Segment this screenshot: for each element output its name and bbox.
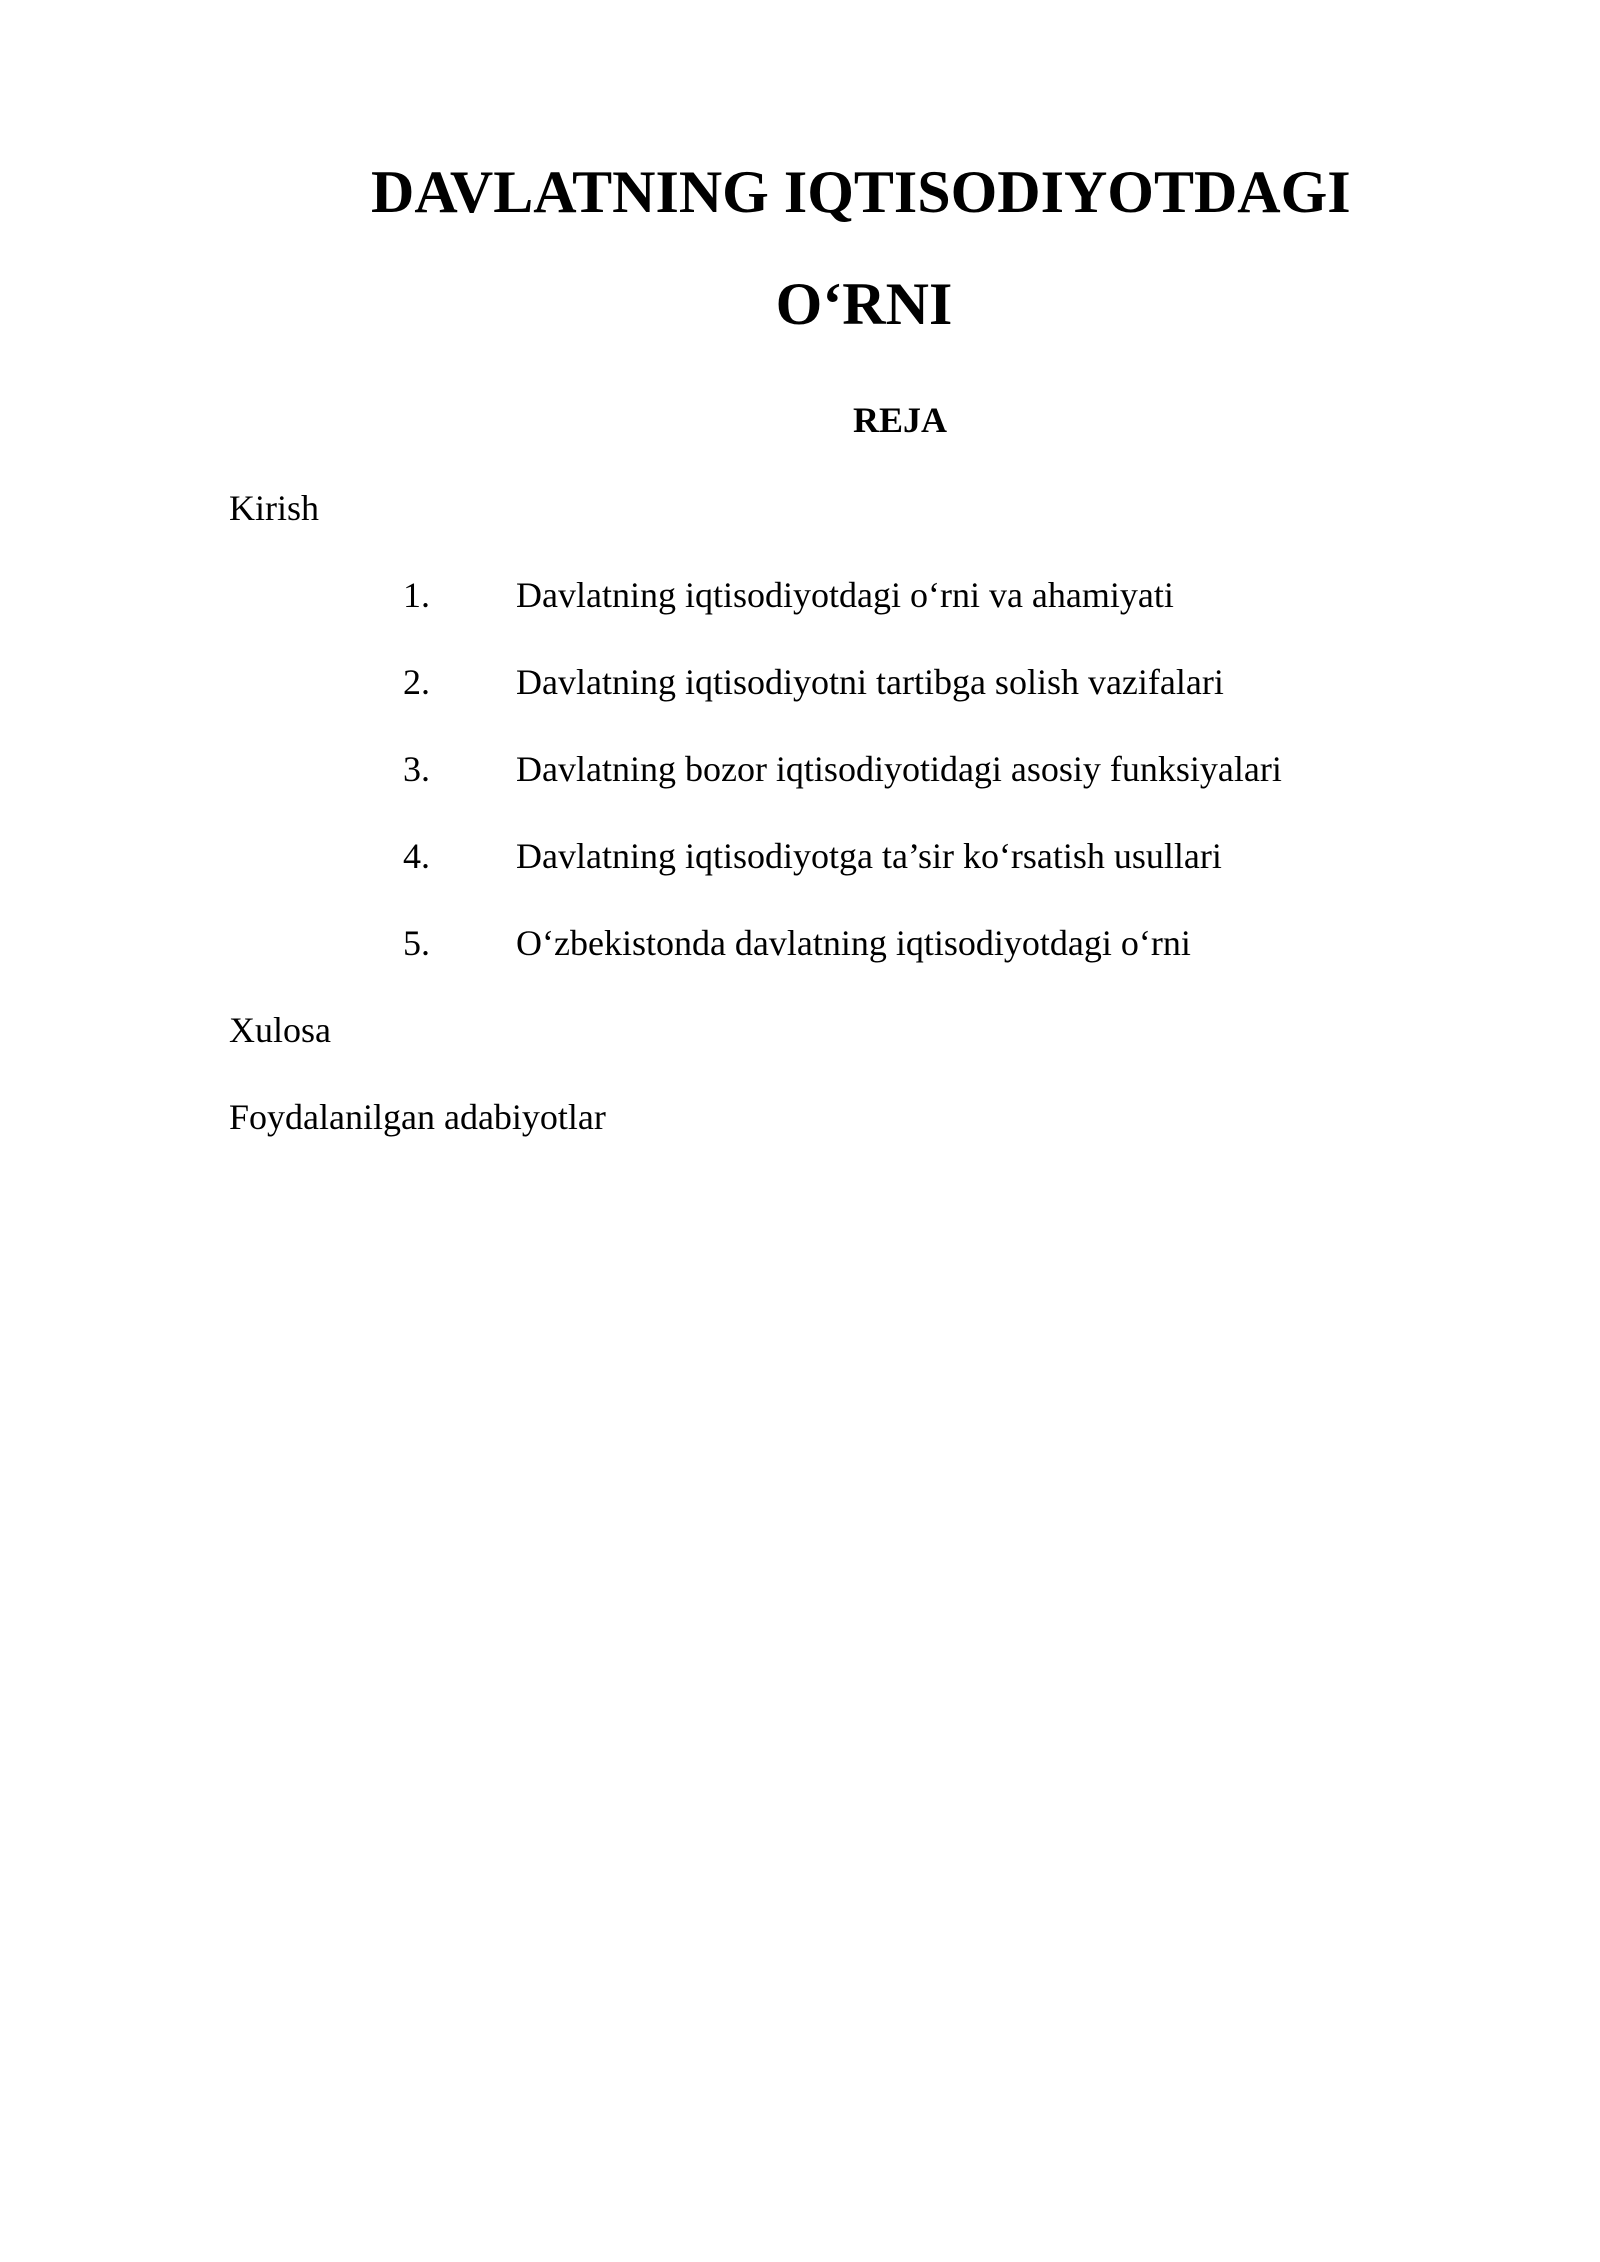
conclusion-entry: Xulosa — [229, 1010, 331, 1050]
plan-item-number: 3. — [403, 749, 430, 789]
intro-entry: Kirish — [229, 488, 319, 528]
plan-item-text: Davlatning bozor iqtisodiyotidagi asosiy funksiyalari — [516, 749, 1282, 789]
document-title-line-1: DAVLATNING IQTISODIYOTDAGI — [371, 159, 1351, 225]
plan-item-number: 1. — [403, 575, 430, 615]
plan-item-number: 2. — [403, 662, 430, 702]
plan-item-number: 5. — [403, 923, 430, 963]
plan-item-text: O‘zbekistonda davlatning iqtisodiyotdagi o‘rni — [516, 923, 1191, 963]
plan-item-text: Davlatning iqtisodiyotdagi o‘rni va ahamiyati — [516, 575, 1174, 615]
plan-item-text: Davlatning iqtisodiyotni tartibga solish vazifalari — [516, 662, 1224, 702]
references-entry: Foydalanilgan adabiyotlar — [229, 1097, 606, 1137]
plan-item-text: Davlatning iqtisodiyotga ta’sir ko‘rsatish usullari — [516, 836, 1222, 876]
plan-item-number: 4. — [403, 836, 430, 876]
plan-heading: REJA — [852, 400, 947, 440]
document-title-line-2: O‘RNI — [775, 271, 953, 337]
